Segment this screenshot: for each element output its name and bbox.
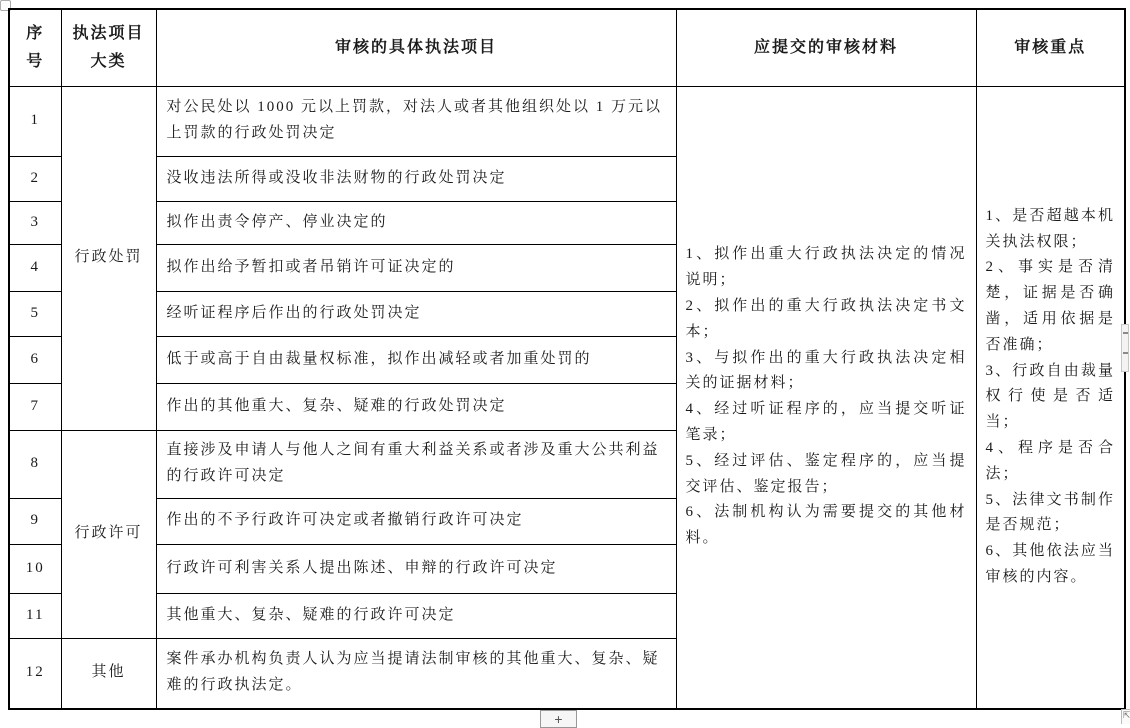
focus-line: 5、法律文书制作是否规范； [985,491,1115,534]
col-header-item: 审核的具体执法项目 [156,9,676,86]
add-button[interactable]: + [540,710,577,728]
focus-line: 6、其他依法应当审核的内容。 [985,543,1115,585]
item-cell: 低于或高于自由裁量权标准，拟作出减轻或者加重处罚的 [156,336,676,383]
focus-line: 1、是否超越本机关执法权限； [985,207,1115,250]
row-number: 1 [9,86,61,156]
item-cell: 经听证程序后作出的行政处罚决定 [156,291,676,336]
row-number: 6 [9,336,61,383]
scrollbar-dash [1123,352,1128,354]
materials-line: 2、拟作出的重大行政执法决定书文本； [685,298,967,340]
row-number: 10 [9,544,61,593]
row-number: 5 [9,291,61,336]
col-header-serial: 序号 [9,9,61,86]
category-cell-license: 行政许可 [61,430,156,638]
col-header-focus: 审核重点 [976,9,1125,86]
materials-cell [676,86,976,709]
table-resize-handle-icon[interactable]: ⇱ [1121,709,1130,724]
row-number: 7 [9,383,61,430]
item-cell: 其他重大、复杂、疑难的行政许可决定 [156,593,676,638]
table-row [9,86,1125,156]
materials-line: 3、与拟作出的重大行政执法决定相关的证据材料； [685,349,967,392]
legal-review-table [8,8,1126,710]
focus-cell [976,86,1125,709]
row-number: 11 [9,593,61,638]
row-number: 3 [9,201,61,244]
item-cell: 没收违法所得或没收非法财物的行政处罚决定 [156,156,676,201]
category-cell-other: 其他 [61,638,156,709]
row-number: 4 [9,244,61,291]
item-cell: 拟作出给予暂扣或者吊销许可证决定的 [156,244,676,291]
item-cell: 作出的不予行政许可决定或者撤销行政许可决定 [156,498,676,544]
item-cell: 作出的其他重大、复杂、疑难的行政处罚决定 [156,383,676,430]
focus-line: 4、程序是否合法； [985,439,1115,482]
item-cell: 行政许可利害关系人提出陈述、申辩的行政许可决定 [156,544,676,593]
col-header-materials: 应提交的审核材料 [676,9,976,86]
item-cell: 拟作出责令停产、停业决定的 [156,201,676,244]
category-cell-punishment: 行政处罚 [61,86,156,430]
header-row [9,9,1125,86]
materials-line: 4、经过听证程序的，应当提交听证笔录； [685,401,967,444]
item-cell: 案件承办机构负责人认为应当提请法制审核的其他重大、复杂、疑难的行政执法定。 [156,638,676,709]
materials-line: 6、法制机构认为需要提交的其他材料。 [685,504,967,547]
materials-line: 5、经过评估、鉴定程序的，应当提交评估、鉴定报告； [685,452,967,495]
focus-line: 2、事实是否清楚，证据是否确凿，适用依据是否准确； [985,259,1115,353]
focus-line: 3、行政自由裁量权行使是否适当； [985,362,1115,431]
item-cell: 对公民处以 1000 元以上罚款，对法人或者其他组织处以 1 万元以上罚款的行政处罚决定 [156,86,676,156]
materials-line: 1、拟作出重大行政执法决定的情况说明； [685,246,967,289]
item-cell: 直接涉及申请人与他人之间有重大利益关系或者涉及重大公共利益的行政许可决定 [156,430,676,498]
scrollbar-fragment[interactable] [1121,324,1129,372]
scrollbar-dash [1123,332,1128,334]
col-header-category: 执法项目大类 [61,9,156,86]
row-number: 9 [9,498,61,544]
row-number: 8 [9,430,61,498]
row-number: 2 [9,156,61,201]
row-number: 12 [9,638,61,709]
